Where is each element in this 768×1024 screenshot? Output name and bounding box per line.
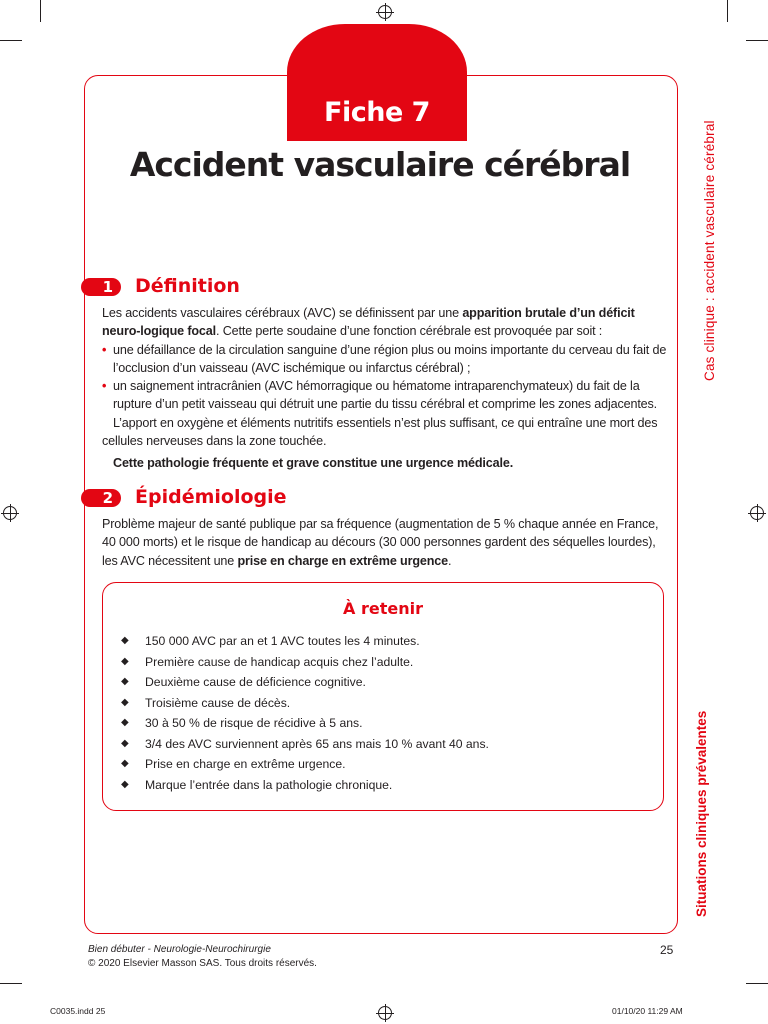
definition-intro: Les accidents vasculaires cérébraux (AVC) se définissent par une apparition brutale d’un déficit neuro-logique focal. Cette perte soudaine d’une fonction cérébrale est provoquée par soit : [102, 306, 635, 339]
page-number: 25 [660, 943, 674, 957]
cause-list [102, 341, 668, 414]
registration-mark-icon [3, 506, 17, 520]
list-item: ◆ 30 à 50 % de risque de récidive à 5 ans. [121, 713, 489, 734]
diamond-bullet-icon: ◆ [121, 696, 129, 708]
definition-conclusion [102, 454, 668, 472]
section-title: Définition [135, 275, 240, 297]
epidemiologie-paragraph: Problème majeur de santé publique par sa fréquence (augmentation de 5 % chaque année en France, 40 000 morts) et le risque de handicap au décours (30 000 personnes gardent des séquelles lourdes), les AVC nécessitent une prise en charge en extrême urgence. [102, 517, 659, 568]
list-item: ◆ Deuxième cause de déficience cognitive. [121, 672, 489, 693]
crop-mark [746, 40, 768, 41]
diamond-bullet-icon: ◆ [121, 655, 129, 667]
list-item: • un saignement intracrânien (AVC hémorragique ou hématome intraparenchymateux) du fait de la rupture d’un petit vaisseau qui détruit une partie du tissu cérébral et comprime les zones adjacentes. [102, 379, 658, 412]
list-item: ◆ Marque l’entrée dans la pathologie chronique. [121, 775, 489, 796]
registration-mark-icon [378, 5, 392, 19]
footer-copyright: © 2020 Elsevier Masson SAS. Tous droits réservés. [88, 958, 317, 969]
slug-file-name: C0035.indd 25 [50, 1006, 106, 1016]
registration-mark-icon [378, 1006, 392, 1020]
definition-body [102, 304, 668, 473]
section-number-badge: 2 [81, 489, 121, 507]
diamond-bullet-icon: ◆ [121, 758, 129, 769]
crop-mark [746, 983, 768, 984]
crop-mark [0, 40, 22, 41]
list-item: ◆ 3/4 des AVC surviennent après 65 ans mais 10 % avant 40 ans. [121, 734, 489, 755]
retenir-title: À retenir [343, 599, 423, 618]
retenir-list [121, 631, 489, 795]
section-number-badge: 1 [81, 278, 121, 296]
bold-phrase: Cette pathologie fréquente et grave constitue une urgence médicale. [113, 456, 514, 471]
diamond-bullet-icon: ◆ [121, 737, 129, 749]
fiche-label: Fiche 7 [324, 97, 430, 128]
bold-phrase: apparition brutale d’un déficit neuro-logique focal [102, 306, 635, 339]
definition-paragraph: L’apport en oxygène et éléments nutritifs essentiels n’est plus suffisant, ce qui entraîne une mort des cellules nerveuses dans la zone touchée. [102, 415, 658, 449]
list-item: • une défaillance de la circulation sanguine d’une région plus ou moins importante du cerveau du fait de l’occlusion d’un vaisseau (AVC ischémique ou infarctus cérébral) ; [102, 342, 667, 375]
slug-date: 01/10/20 11:29 AM [612, 1006, 683, 1016]
crop-mark [0, 983, 22, 984]
list-item: ◆ Première cause de handicap acquis chez l’adulte. [121, 652, 489, 673]
bullet-icon: • [102, 379, 107, 394]
epidemiologie-body [102, 515, 668, 570]
crop-mark [40, 0, 41, 22]
section-title: Épidémiologie [135, 486, 287, 508]
bullet-icon: • [102, 342, 107, 357]
retenir-box [102, 582, 664, 811]
list-item: ◆ 150 000 AVC par an et 1 AVC toutes les 4 minutes. [121, 631, 489, 652]
bold-phrase: prise en charge en extrême urgence [237, 553, 448, 568]
list-item: ◆ Prise en charge en extrême urgence. [121, 754, 489, 775]
registration-mark-icon [750, 506, 764, 520]
side-running-head-part: Situations cliniques prévalentes [694, 710, 709, 917]
list-item: ◆ Troisième cause de décès. [121, 693, 489, 714]
diamond-bullet-icon: ◆ [121, 676, 129, 687]
page-title: Accident vasculaire cérébral [129, 145, 631, 184]
diamond-bullet-icon: ◆ [121, 635, 129, 646]
diamond-bullet-icon: ◆ [121, 717, 129, 728]
diamond-bullet-icon: ◆ [121, 778, 129, 790]
crop-mark [727, 0, 728, 22]
footer-book-title: Bien débuter - Neurologie-Neurochirurgie [88, 944, 271, 955]
side-running-head-chapter: Cas clinique : accident vasculaire cérébral [702, 120, 717, 381]
